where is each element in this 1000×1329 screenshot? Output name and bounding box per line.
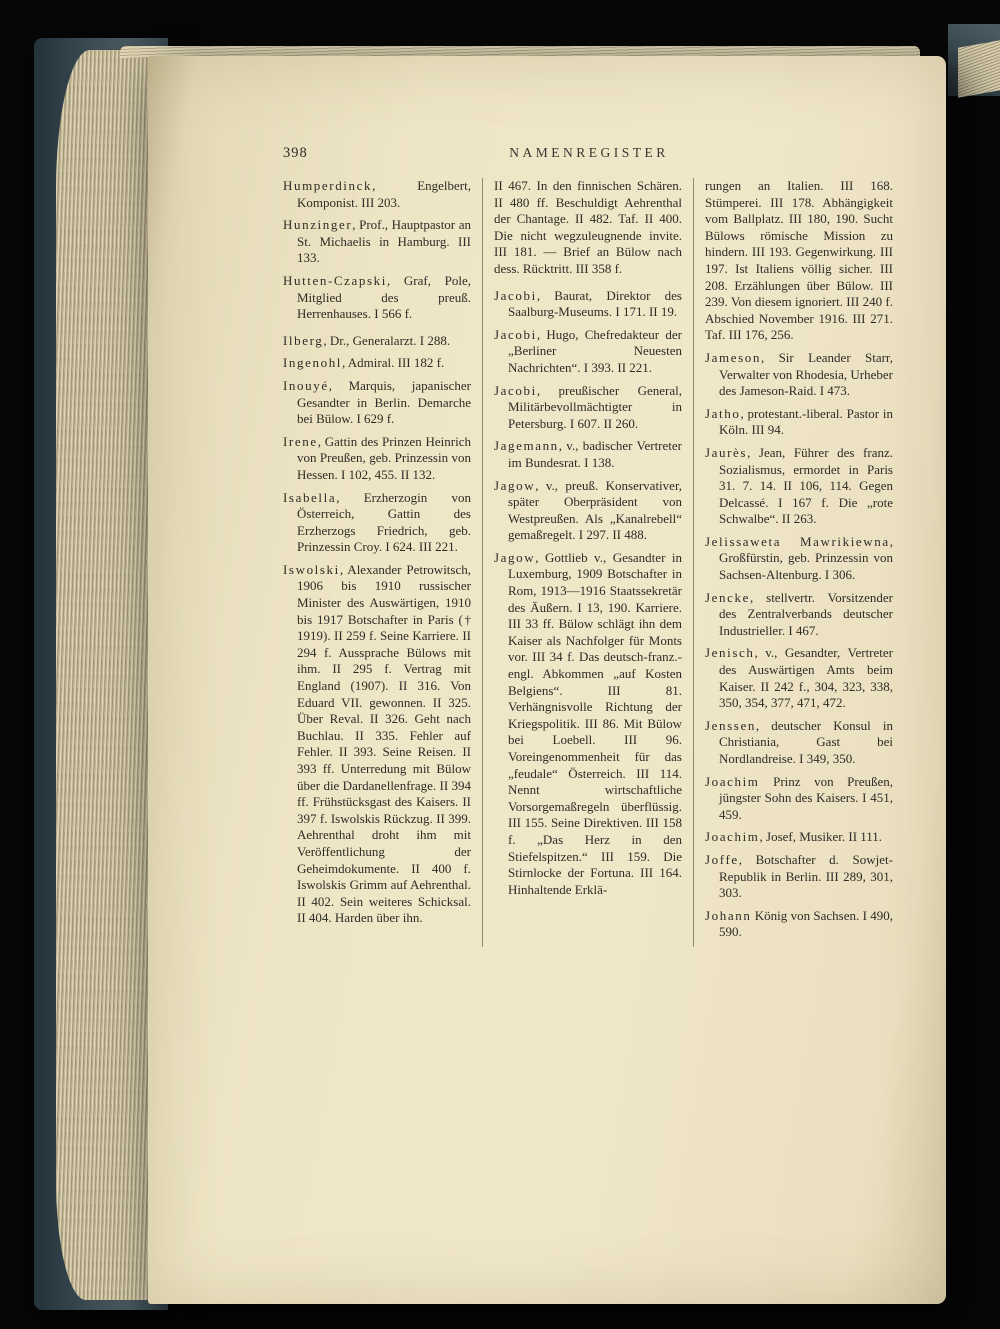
index-columns [283, 178, 895, 947]
entry-headword: Joachim [705, 829, 760, 845]
entry-text: , Baurat, Direktor des Saalburg-Museums. I 171. II 19. [508, 287, 682, 320]
index-entry [705, 829, 893, 846]
index-entry [283, 333, 471, 350]
entry-headword: Jameson [705, 349, 761, 365]
entry-text: , v., badischer Vertreter im Bundesrat. I 138. [508, 438, 682, 470]
entry-text: , Jean, Führer des franz. Sozialismus, ermordet in Paris 31. 7. 14. II 106, 114. Gegen Delcassé. I 167 f. Die „rote Schwalbe“. II 263. [719, 444, 893, 527]
entry-headword: Jatho [705, 405, 741, 421]
entry-text: , Josef, Musiker. II 111. [759, 829, 883, 845]
index-entry [494, 288, 682, 321]
entry-text: , Admiral. III 182 f. [342, 355, 445, 371]
index-entry [705, 350, 893, 400]
entry-text: , preußischer General, Militärbevollmächtigter in Petersburg. I 607. II 260. [508, 382, 682, 431]
entry-text: , v., Gesandter, Vertreter des Auswärtigen Amts beim Kaiser. II 242 f., 304, 323, 338, 350, 354, 377, 471, 472. [719, 645, 893, 711]
page-text-block [283, 144, 895, 947]
entry-headword: Jagow [494, 549, 536, 565]
page-header [283, 144, 895, 164]
entry-text: rungen an Italien. III 168. Stümperei. III 178. Abhängigkeit vom Ballplatz. III 180, 190. Sucht Bülows römische Mission zu hindern. III 193. Gegenwirkung. III 197. Ist Italiens völlig sicher. III 208. Erzählungen über Bülow. III 239. Von diesem ignoriert. III 240 f. Abschied November 1916. III 271. Taf. III 176, 256. [705, 178, 893, 343]
index-column-1 [283, 178, 471, 947]
entry-text: , Hugo, Chefredakteur der „Berliner Neuesten Nachrichten“. I 393. II 221. [508, 326, 682, 375]
entry-text: , Großfürstin, geb. Prinzessin von Sachsen-Altenburg. I 306. [719, 533, 893, 583]
entry-text: , Graf, Pole, Mitglied des preuß. Herrenhauses. I 566 f. [297, 272, 471, 322]
entry-headword: Ingenohl [283, 355, 343, 371]
entry-headword: Jaurès [705, 444, 748, 460]
index-entry [283, 217, 471, 267]
book-page [148, 56, 946, 1304]
entry-headword: Jagow [494, 477, 536, 493]
entry-headword: Irene [283, 433, 318, 449]
index-entry [494, 383, 682, 433]
index-entry [283, 562, 471, 927]
index-entry [705, 645, 893, 711]
entry-text: , stellvertr. Vorsitzender des Zentralverbands deutscher Industrieller. I 467. [719, 589, 893, 638]
entry-text: , Engelbert, Komponist. III 203. [297, 178, 471, 210]
index-entry [283, 434, 471, 484]
index-entry [283, 178, 471, 211]
entry-headword: Hutten-Czapski [283, 272, 387, 288]
entry-headword: Jelissaweta Mawrikiewna [705, 533, 890, 549]
entry-headword: Inouyé [283, 377, 329, 393]
index-entry [705, 590, 893, 640]
entry-text: , Sir Leander Starr, Verwalter von Rhodesia, Urheber des Jameson-Raid. I 473. [719, 349, 893, 399]
index-entry [705, 406, 893, 439]
index-entry [705, 534, 893, 584]
index-column-3 [693, 178, 893, 947]
index-entry [494, 438, 682, 471]
index-entry [705, 774, 893, 824]
index-entry [705, 852, 893, 902]
entry-headword: Joachim [705, 773, 760, 789]
entry-headword: Iswolski [283, 561, 340, 577]
entry-text: , Gattin des Prinzen Heinrich von Preußen, geb. Prinzessin von Hessen. I 102, 455. II 132. [297, 433, 471, 482]
entry-headword: Jenisch [705, 645, 755, 661]
entry-text: , Prof., Hauptpastor an St. Michaelis in Hamburg. III 133. [297, 217, 471, 266]
entry-text: König von Sachsen. I 490, 590. [719, 907, 893, 940]
index-entry [283, 355, 471, 372]
index-entry [705, 445, 893, 528]
entry-headword: Hunzinger [283, 217, 353, 233]
entry-headword: Humperdinck [283, 178, 373, 193]
index-entry [494, 550, 682, 898]
entry-text: II 467. In den finnischen Schären. II 480 ff. Beschuldigt Aehrenthal der Chantage. II 482. Taf. II 400. Die nicht wegzuleugnende invite. III 181. — Brief an Bülow nach dess. Rücktritt. III 358 f. [494, 178, 682, 276]
entry-headword: Jenssen [705, 717, 756, 733]
entry-headword: Isabella [283, 489, 337, 505]
entry-text: , Alexander Petrowitsch, 1906 bis 1910 russischer Minister des Auswärtigen, 1910 bis 1917 Botschafter in Paris († 1919). II 259 f. Seine Karriere. II 294 f. Aussprache Bülows mit ihm. II 295 f. Vertrag mit England (1907). II 316. Von Eduard VII. gewonnen. II 325. Über Reval. II 326. Geht nach Buchlau. II 335. Fehler auf Fehler. II 393. Seine Reisen. II 393 ff. Unterredung mit Bülow über die Dardanellenfrage. II 394 ff. Frühstücksgast des Kaisers. II 397 f. Iswolskis Rückzug. II 399. Aehrenthal droht ihm mit Veröffentlichung der Geheimdokumente. II 400 f. Iswolskis Grimm auf Aehrenthal. II 402. Sein weiteres Schicksal. II 404. Harden über ihn. [297, 561, 471, 926]
index-entry [705, 178, 893, 344]
entry-text: , protestant.-liberal. Pastor in Köln. III 94. [719, 405, 893, 438]
index-entry [283, 378, 471, 428]
page-number: 398 [283, 145, 308, 161]
entry-headword: Jacobi [494, 287, 537, 303]
entry-text: , Gottlieb v., Gesandter in Luxemburg, 1909 Botschafter in Rom, 1913—1916 Staatssekretär des Äußern. I 13, 190. Karriere. III 33 ff. Bülow schlägt ihn dem Kaiser als Nachfolger für Monts vor. III 34 f. Das deutsch-franz.-engl. Abkommen „auf Kosten Belgiens“. III 81. Verhängnisvolle Richtung der Kriegspolitik. III 86. Mit Bülow bei Loebell. III 96. Voreingenommenheit für das „feudale“ Österreich. III 114. Nennt wirtschaftliche Vorsorgemaßregeln überflüssig. III 155. Seine Direktiven. III 158 f. „Das Herz in den Stiefelspitzen.“ III 159. Die Stirnlocke der Fortuna. III 164. Hinhaltende Erklä- [508, 549, 682, 897]
entry-headword: Jacobi [494, 382, 537, 398]
index-column-2 [482, 178, 682, 947]
entry-text: , deutscher Konsul in Christiania, Gast bei Nordlandreise. I 349, 350. [719, 717, 893, 766]
entry-headword: Jacobi [494, 326, 537, 342]
index-entry [705, 718, 893, 768]
entry-text: , v., preuß. Konservativer, später Oberpräsident von Westpreußen. Als „Kanalrebell“ gemaßregelt. I 297. II 488. [508, 477, 682, 543]
entry-headword: Jagemann [494, 438, 559, 454]
index-entry [283, 490, 471, 556]
entry-headword: Johann [705, 907, 752, 923]
index-entry [494, 327, 682, 377]
index-entry [705, 908, 893, 941]
entry-text: Prinz von Preußen, jüngster Sohn des Kaisers. I 451, 459. [719, 773, 893, 822]
entry-headword: Ilberg [283, 332, 324, 348]
index-entry [494, 478, 682, 544]
index-entry [494, 178, 682, 278]
adjacent-book-page-edges [958, 40, 1000, 97]
entry-headword: Jencke [705, 589, 750, 605]
entry-text: , Dr., Generalarzt. I 288. [323, 332, 451, 348]
entry-text: , Erzherzogin von Österreich, Gattin des Erzherzogs Friedrich, geb. Prinzessin Croy. I 624. III 221. [297, 489, 471, 555]
index-entry [283, 273, 471, 323]
entry-headword: Joffe [705, 851, 739, 867]
entry-text: , Marquis, japanischer Gesandter in Berlin. Demarche bei Bülow. I 629 f. [297, 377, 471, 427]
entry-text: , Botschafter d. Sowjet-Republik in Berlin. III 289, 301, 303. [719, 851, 893, 901]
running-head-title: NAMENREGISTER [509, 145, 669, 160]
